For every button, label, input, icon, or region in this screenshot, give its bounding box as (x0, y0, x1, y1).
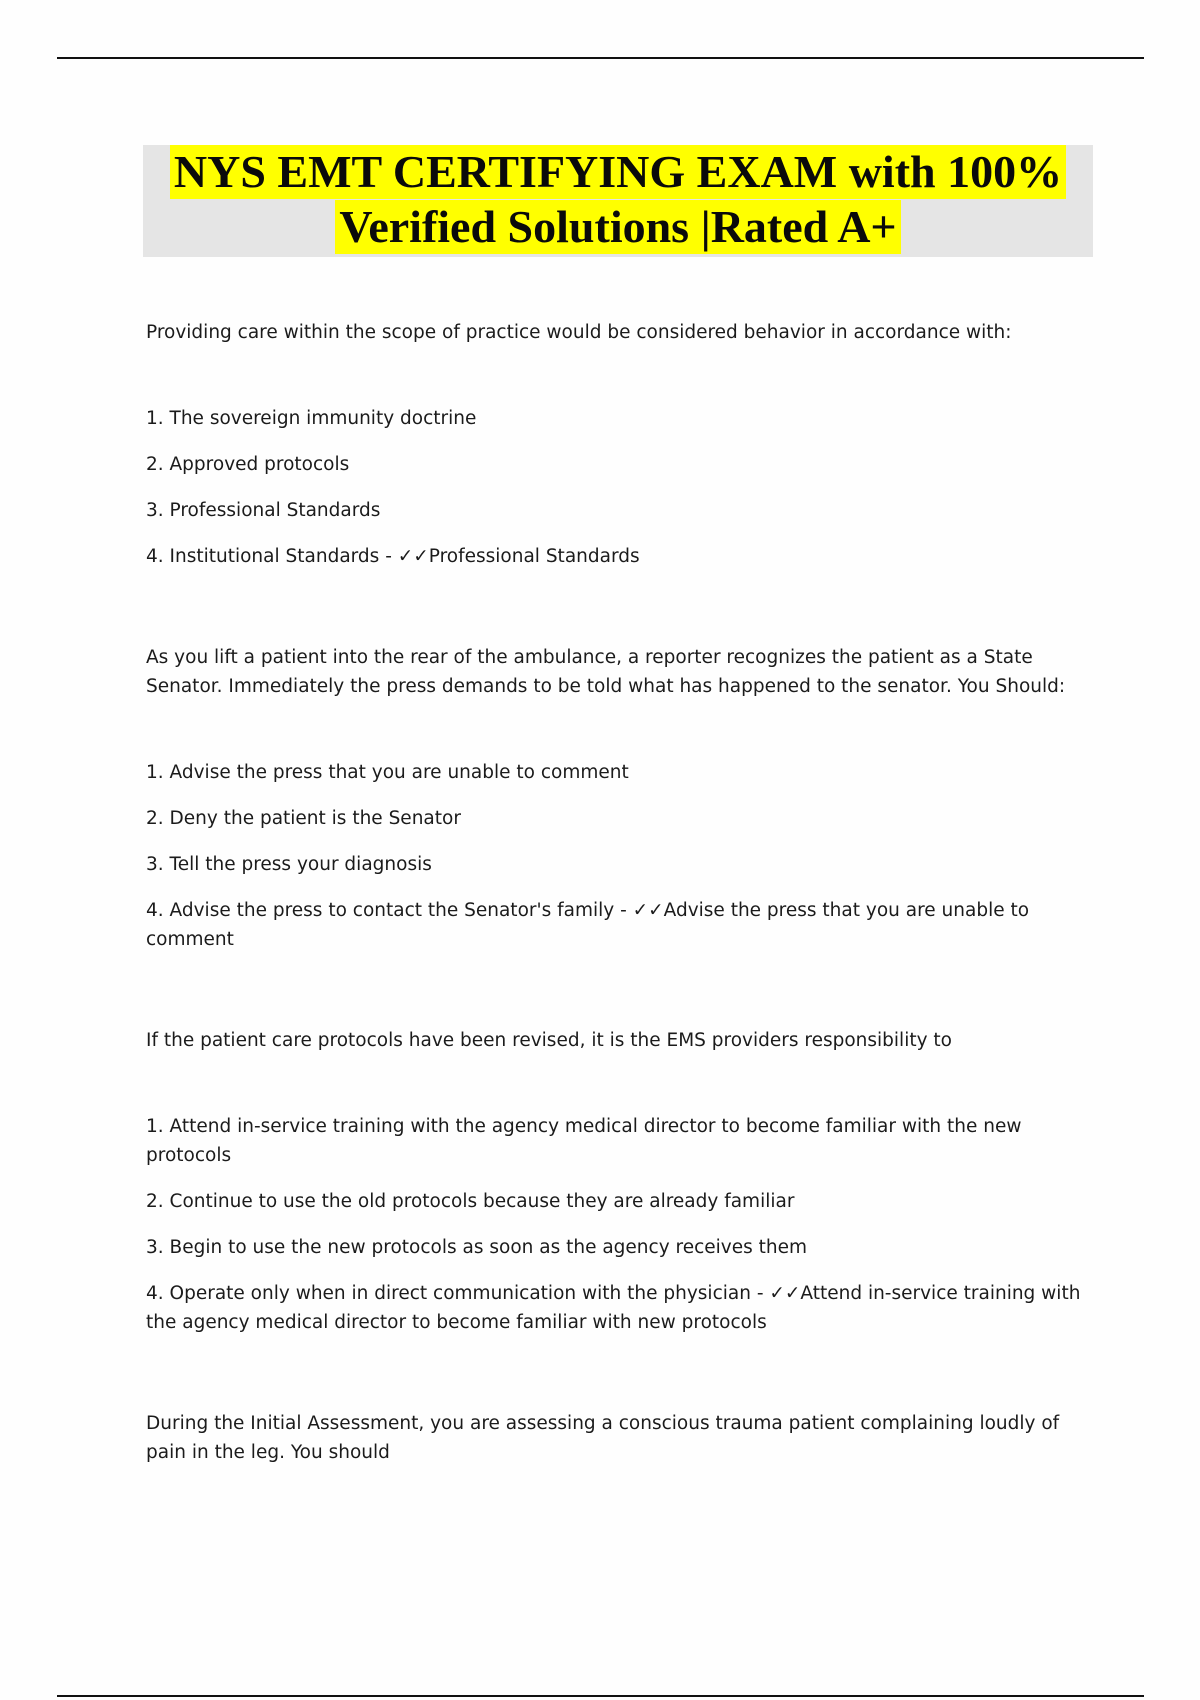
top-rule (57, 57, 1144, 59)
question-text: If the patient care protocols have been revised, it is the EMS providers responsibility to (146, 1030, 952, 1051)
bottom-rule (57, 1695, 1144, 1697)
question-block (146, 643, 1096, 954)
question-list (146, 318, 1096, 1467)
answer-option: 3. Tell the press your diagnosis (146, 854, 432, 875)
answer-option: 1. Attend in-service training with the agency medical director to become familiar with the new protocols (146, 1116, 1022, 1166)
answer-option: 3. Begin to use the new protocols as soon as the agency receives them (146, 1237, 808, 1258)
answer-option: 2. Deny the patient is the Senator (146, 808, 461, 829)
title-line-2: Verified Solutions |Rated A+ (335, 200, 900, 254)
answer-option-with-key: 4. Institutional Standards - ✓✓Professional Standards (146, 546, 640, 567)
answer-option-with-key: 4. Advise the press to contact the Senator's family - ✓✓Advise the press that you are unable to comment (146, 900, 1030, 950)
title-line-1: NYS EMT CERTIFYING EXAM with 100% (170, 145, 1066, 199)
answer-option: 2. Continue to use the old protocols because they are already familiar (146, 1191, 795, 1212)
answer-option: 3. Professional Standards (146, 500, 381, 521)
question-block (146, 1409, 1096, 1467)
answer-option-with-key: 4. Operate only when in direct communication with the physician - ✓✓Attend in-service training with the agency medical director to become familiar with new protocols (146, 1283, 1081, 1333)
answer-option: 1. Advise the press that you are unable to comment (146, 762, 629, 783)
question-text: As you lift a patient into the rear of the ambulance, a reporter recognizes the patient as a State Senator. Immediately the press demands to be told what has happened to the senator. You Should: (146, 647, 1066, 697)
question-block (146, 1026, 1096, 1337)
question-text: During the Initial Assessment, you are assessing a conscious trauma patient complaining loudly of pain in the leg. You should (146, 1413, 1060, 1463)
question-text: Providing care within the scope of practice would be considered behavior in accordance with: (146, 322, 1012, 343)
title-block (143, 145, 1093, 257)
answer-option: 1. The sovereign immunity doctrine (146, 408, 477, 429)
answer-option: 2. Approved protocols (146, 454, 350, 475)
question-block (146, 318, 1096, 571)
